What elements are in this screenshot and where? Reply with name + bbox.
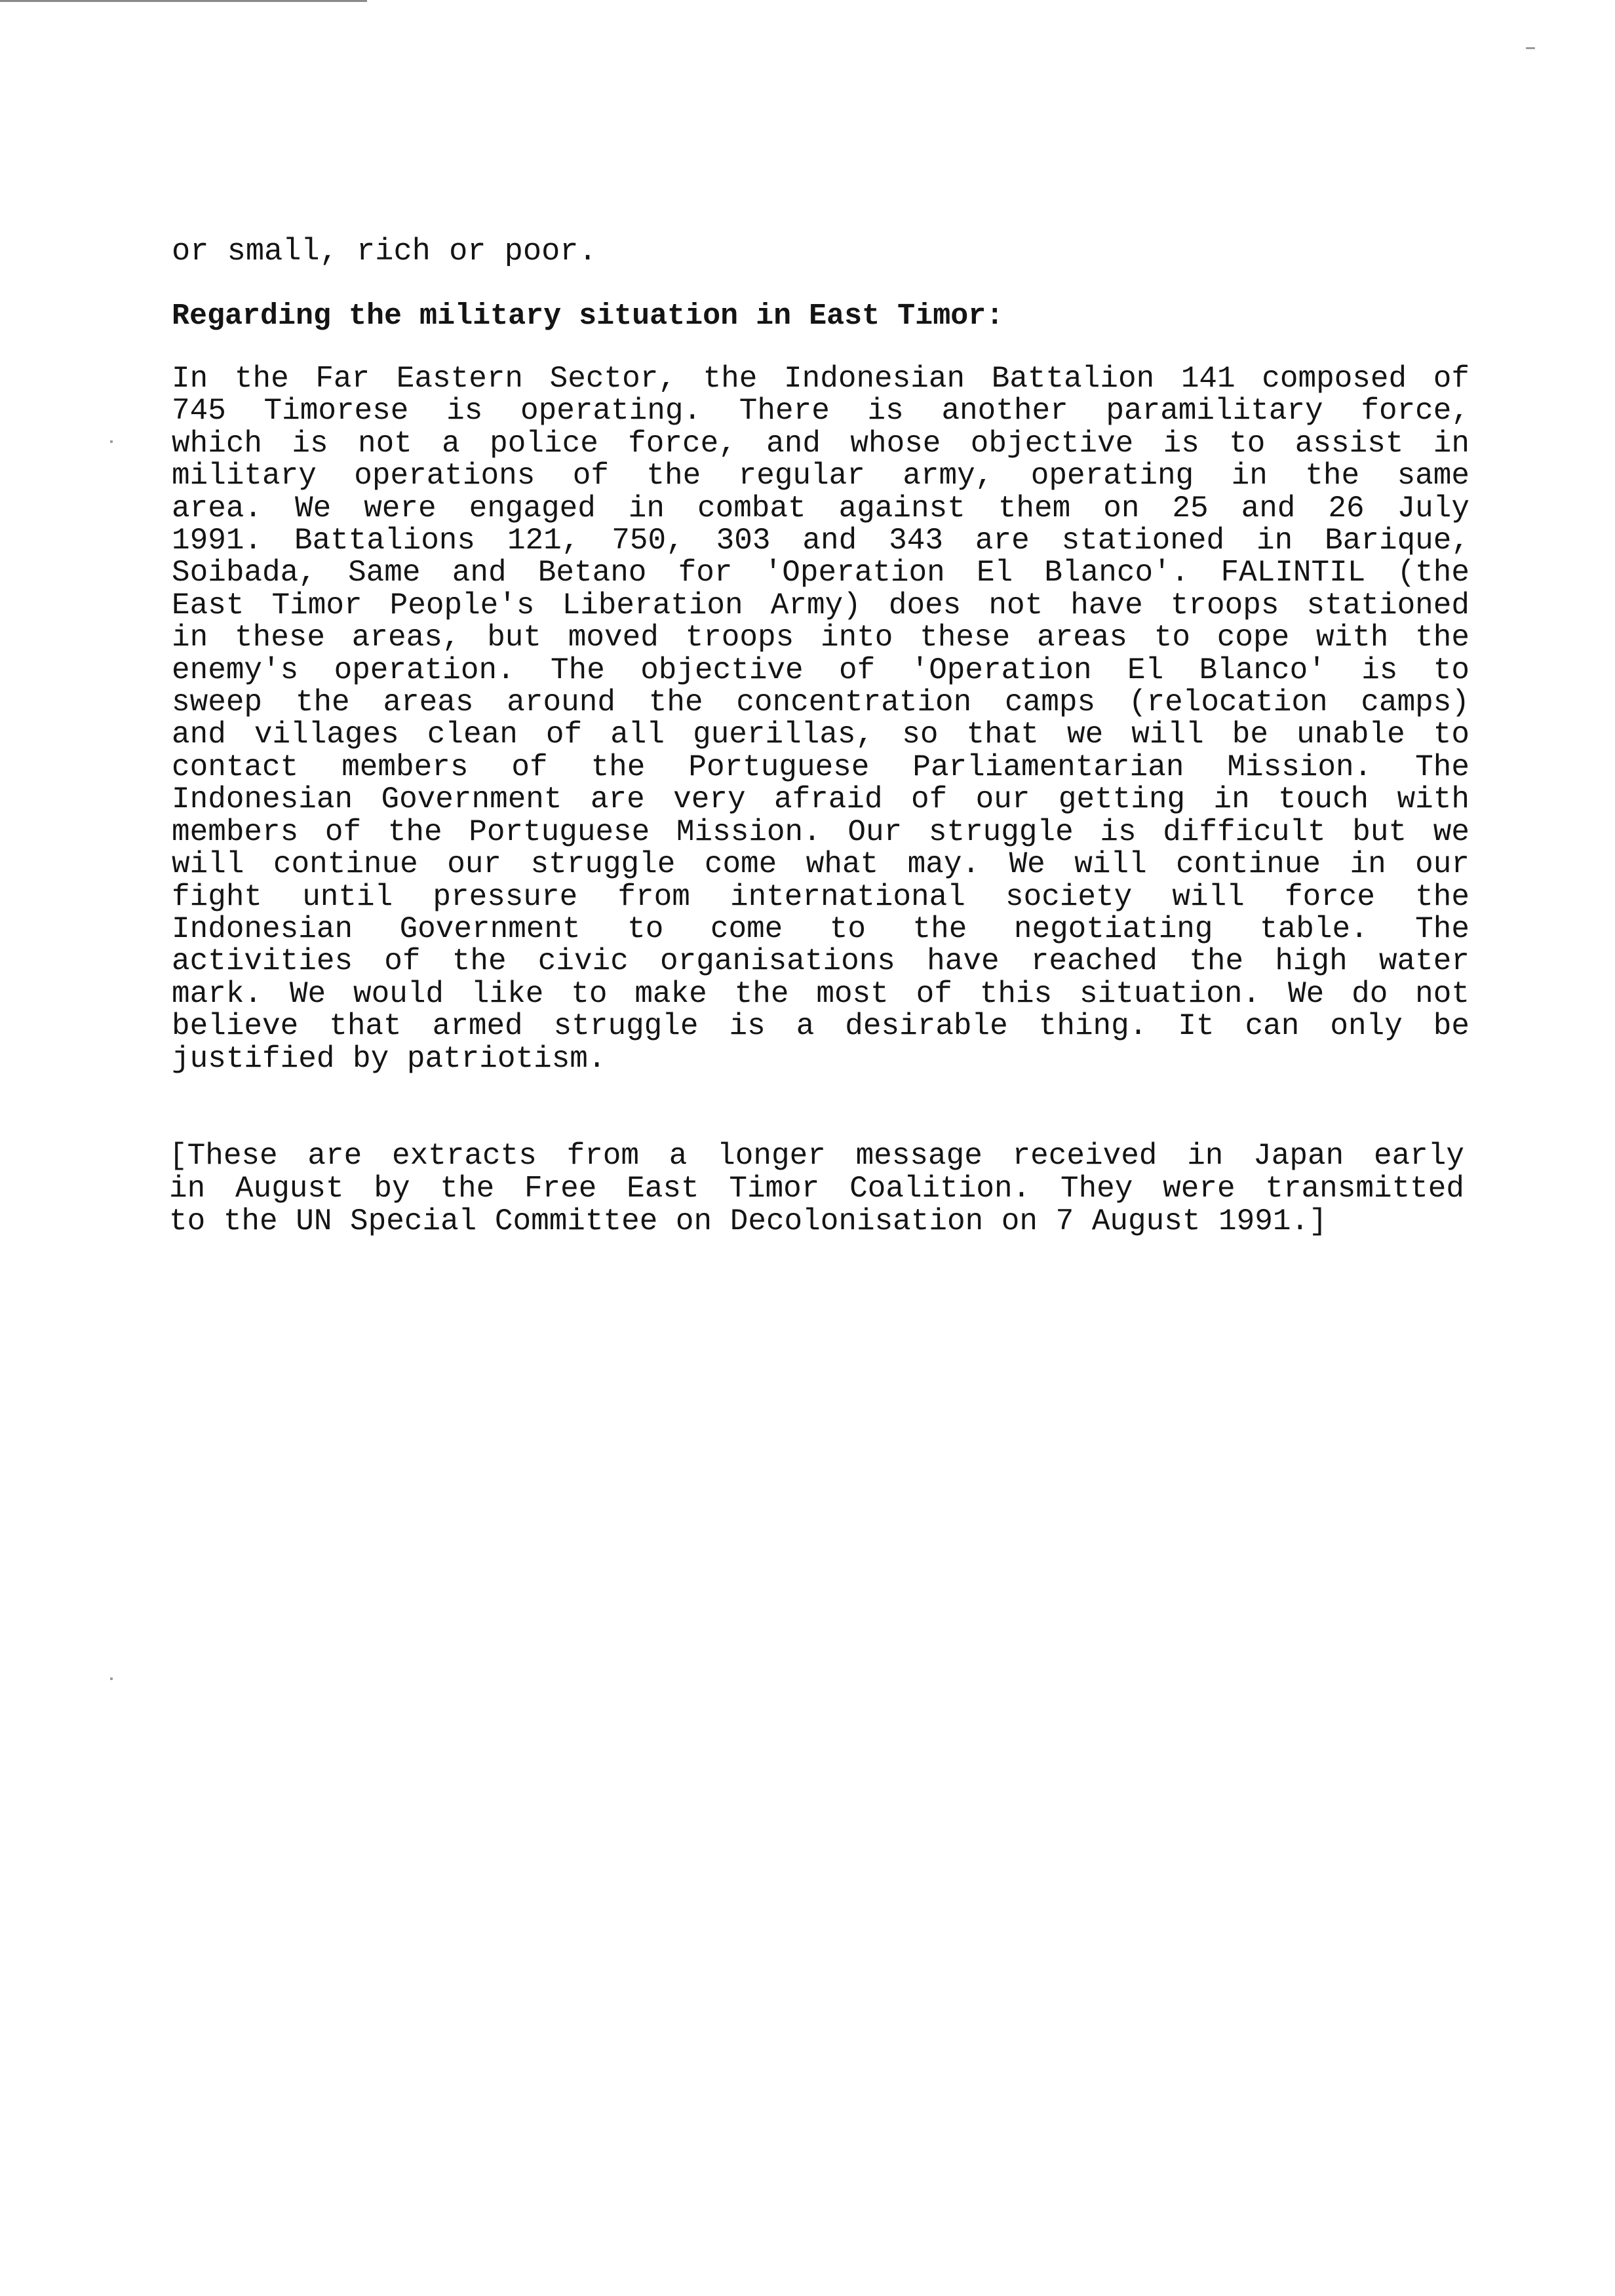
body-line: 1991. Battalions 121, 750, 303 and 343 are stationed in Barique, (172, 524, 1469, 558)
body-line: area. We were engaged in combat against them on 25 and 26 July (172, 491, 1469, 526)
body-paragraph (172, 363, 1469, 1075)
body-line: East Timor People's Liberation Army) does not have troops stationed (172, 588, 1469, 622)
scan-speck (1526, 47, 1535, 49)
body-line: military operations of the regular army, operating in the same (172, 459, 1469, 493)
body-line: mark. We would like to make the most of this situation. We do not (172, 976, 1469, 1011)
opening-line: or small, rich or poor. (172, 235, 597, 269)
section-heading: Regarding the military situation in East Timor: (172, 299, 1004, 333)
body-line: In the Far Eastern Sector, the Indonesian Battalion 141 composed of (172, 362, 1469, 396)
body-line: and villages clean of all guerillas, so that we will be unable to (172, 718, 1469, 752)
body-line: Indonesian Government to come to the negotiating table. The (172, 911, 1469, 946)
body-line: fight until pressure from international society will force the (172, 879, 1469, 914)
document-page (169, 235, 1469, 1238)
note-line: to the UN Special Committee on Decolonisation on 7 August 1991.] (169, 1204, 1327, 1238)
scan-speck (110, 1677, 113, 1680)
body-line: justified by patriotism. (172, 1041, 606, 1076)
body-line: members of the Portuguese Mission. Our struggle is difficult but we (172, 814, 1469, 849)
body-line: contact members of the Portuguese Parliamentarian Mission. The (172, 750, 1469, 784)
body-line: sweep the areas around the concentration camps (relocation camps) (172, 685, 1469, 720)
note-line: in August by the Free East Timor Coalition. They were transmitted (169, 1171, 1464, 1206)
scan-edge-rule (0, 0, 367, 2)
body-line: Soibada, Same and Betano for 'Operation El Blanco'. FALINTIL (the (172, 556, 1469, 590)
body-line: activities of the civic organisations have reached the high water (172, 944, 1469, 979)
scan-speck (110, 440, 113, 443)
body-line: believe that armed struggle is a desirable thing. It can only be (172, 1009, 1469, 1044)
editorial-note (169, 1139, 1464, 1238)
body-line: which is not a police force, and whose objective is to assist in (172, 426, 1469, 461)
note-line: [These are extracts from a longer message received in Japan early (169, 1138, 1464, 1173)
body-line: in these areas, but moved troops into these areas to cope with the (172, 621, 1469, 655)
body-line: will continue our struggle come what may. We will continue in our (172, 847, 1469, 882)
body-line: Indonesian Government are very afraid of our getting in touch with (172, 782, 1469, 817)
body-line: 745 Timorese is operating. There is another paramilitary force, (172, 394, 1469, 429)
body-line: enemy's operation. The objective of 'Operation El Blanco' is to (172, 653, 1469, 687)
